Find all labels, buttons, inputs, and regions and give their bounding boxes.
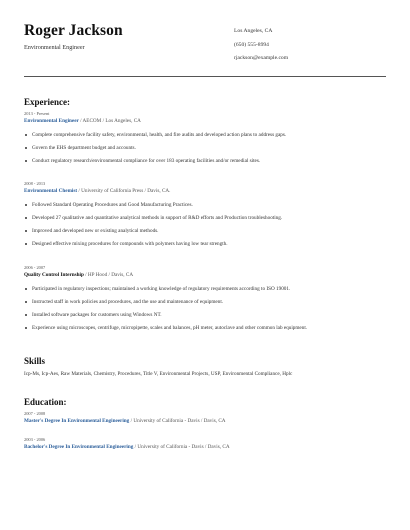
list-item: Govern the EHS department budget and accounts. [24,145,386,158]
job-bullets [24,132,386,171]
edu-org: / University of California - Davis / Davis, CA [133,444,230,450]
degree-title: Bachelor's Degree In Environmental Engineering [24,444,134,450]
list-item: Improved and developed new or existing analytical methods. [24,228,386,241]
list-item: Conduct regulatory research/environmental compliance for over 183 operating facilities and/or remedial sites. [24,158,386,171]
degree-title: Master's Degree In Environmental Engineering [24,418,130,424]
job-dates: 2008 - 2013 [24,181,46,186]
list-item: Developed 27 qualitative and quantitative analytical methods in support of R&D efforts and Production troubleshooting. [24,215,386,228]
contact-location: Los Angeles, CA [234,28,273,34]
edu-title-line [24,418,386,424]
education-entry [24,411,386,424]
job-title-line [24,188,386,196]
experience-heading: Experience: [24,97,70,107]
job-org: / HP Hood / Davis, CA [83,272,134,278]
experience-entry [24,111,386,171]
job-dates: 2013 - Present [24,111,50,116]
job-title-line [24,272,386,280]
skills-heading: Skills [24,356,46,366]
candidate-role: Environmental Engineer [24,44,85,51]
list-item: Instructed staff in work policies and procedures, and the use and maintenance of equipment. [24,299,386,312]
job-org: / AECOM / Los Angeles, CA [78,118,141,124]
skills-list: Icp-Ms, Icp-Aes, Raw Materials, Chemistry, Procedures, Title V, Environmental Projects, USP, Environmental Compliance, Hplc [24,371,293,377]
list-item: Installed software packages for customers using Windows NT. [24,312,386,325]
experience-entry [24,265,386,338]
resume-header [24,22,386,78]
job-bullets [24,202,386,254]
list-item: Complete comprehensive facility safety, environmental, health, and fire audits and developed action plans to address gaps. [24,132,386,145]
job-title: Environmental Engineer [24,118,79,124]
edu-dates: 2003 - 2006 [24,437,46,442]
list-item: Experience using microscopes, centrifuge, micropipette, scales and balances, pH meter, autoclave and other common lab equipment. [24,325,386,338]
job-bullets [24,286,386,338]
edu-dates: 2007 - 2008 [24,411,46,416]
contact-email: rjackson@example.com [234,55,289,61]
contact-block [234,28,288,69]
job-org: / University of California Press / Davis, CA. [77,188,171,194]
list-item: Followed Standard Operating Procedures and Good Manufacturing Practices. [24,202,386,215]
contact-phone: (650) 555-8994 [234,41,269,48]
job-dates: 2006 - 2007 [24,265,46,270]
education-entry [24,437,386,450]
list-item: Designed effective mixing procedures for compounds with polymers having low tear strength. [24,241,386,254]
job-title: Environmental Chemist [24,188,78,194]
education-heading: Education: [24,397,67,407]
header-divider [24,76,386,77]
candidate-name: Roger Jackson [24,22,123,39]
list-item: Participated in regulatory inspections; maintained a working knowledge of regulatory requirements according to ISO 19001. [24,286,386,299]
edu-org: / University of California - Davis / Davis, CA [129,418,226,424]
job-title: Quality Control Internship [24,272,84,278]
experience-entry [24,181,386,254]
edu-title-line [24,444,386,450]
job-title-line [24,118,386,126]
